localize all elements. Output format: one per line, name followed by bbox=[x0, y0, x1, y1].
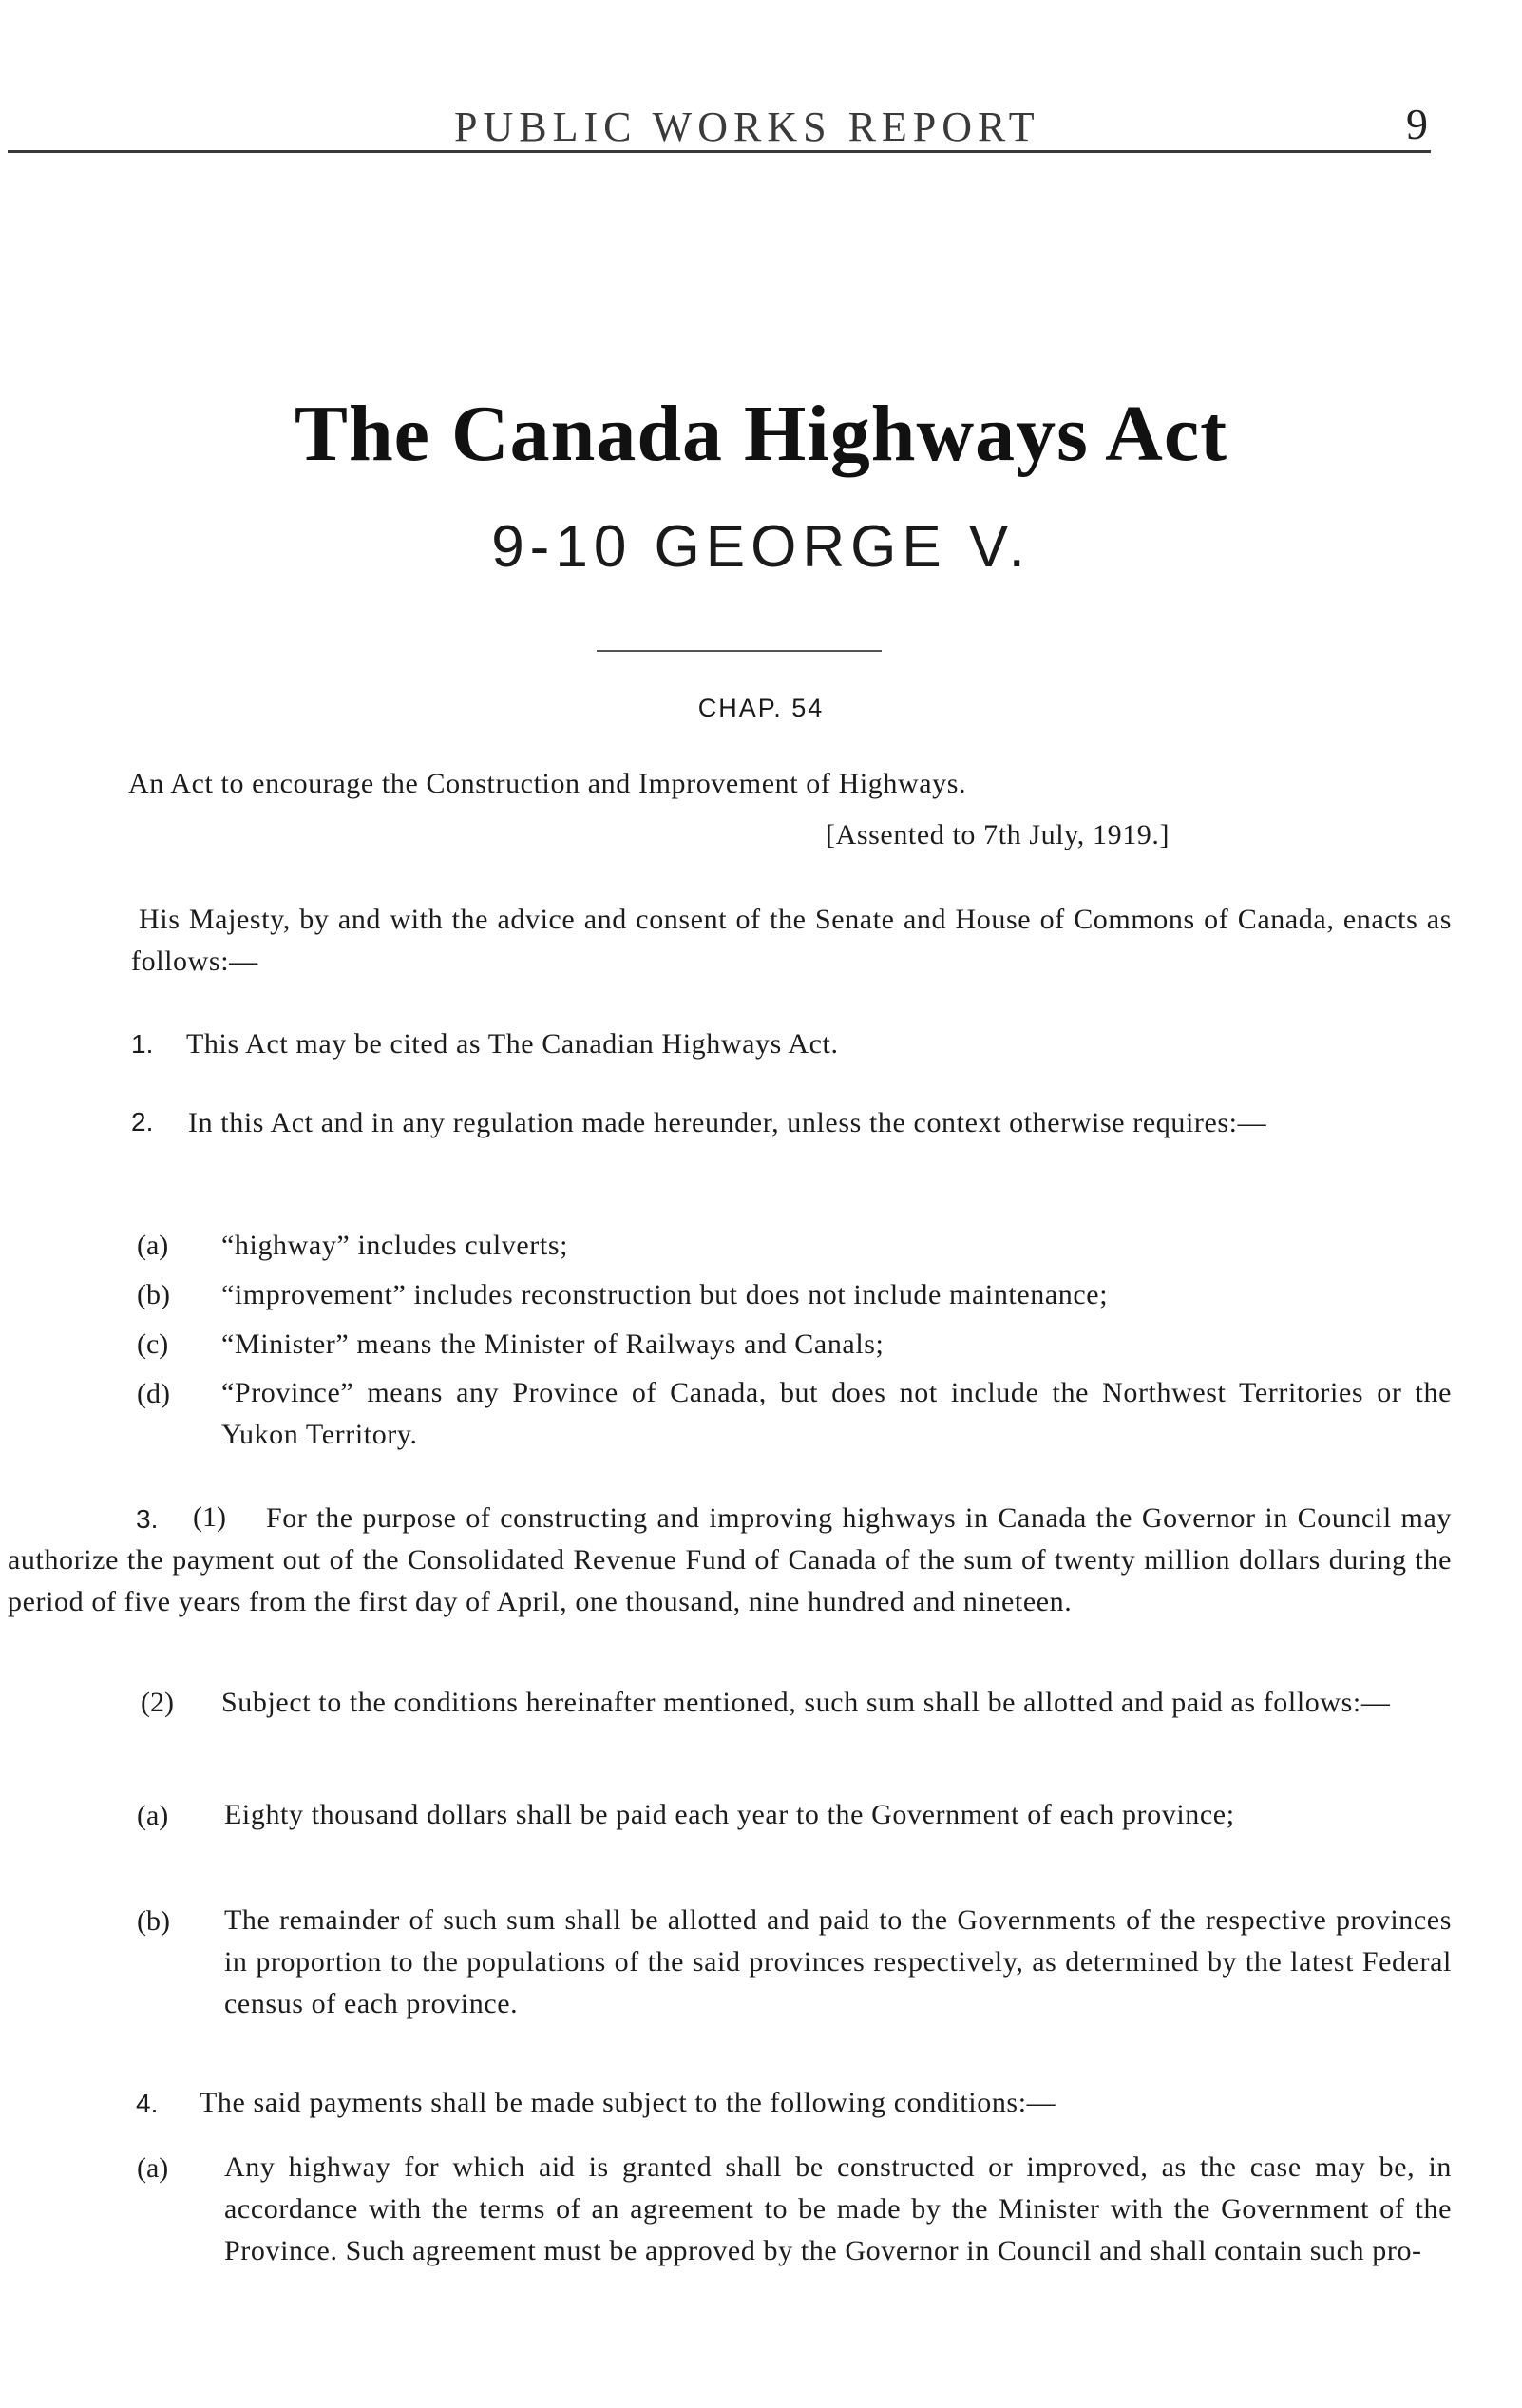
section-4-number: 4. bbox=[136, 2089, 159, 2118]
section-3-2-mark: (2) bbox=[141, 1687, 174, 1718]
def-a-text: “highway” includes culverts; bbox=[221, 1230, 569, 1261]
section-1-number: 1. bbox=[131, 1029, 154, 1059]
def-b-text: “improvement” includes reconstruction but does not include maintenance; bbox=[221, 1279, 1109, 1310]
item-4a-mark: (a) bbox=[137, 2152, 169, 2184]
section-2-number: 2. bbox=[131, 1107, 154, 1137]
section-1-text: This Act may be cited as The Canadian Highways Act. bbox=[186, 1028, 839, 1060]
page-number: 9 bbox=[1406, 100, 1428, 148]
section-3-2-text: Subject to the conditions hereinafter mentioned, such sum shall be allotted and paid as follows:— bbox=[221, 1687, 1391, 1718]
enacting-clause: His Majesty, by and with the advice and consent of the Senate and House of Commons of Canada, enacts as follows:— bbox=[131, 904, 1452, 977]
item-3b-mark: (b) bbox=[137, 1905, 170, 1937]
def-d-text: “Province” means any Province of Canada, but does not include the Northwest Territories or the Yukon Territory. bbox=[221, 1377, 1452, 1450]
regnal-year: 9-10 GEORGE V. bbox=[491, 514, 1031, 580]
act-title: The Canada Highways Act bbox=[294, 390, 1228, 478]
assent-date: [Assented to 7th July, 1919.] bbox=[826, 819, 1170, 850]
title-divider bbox=[597, 650, 882, 652]
def-a-mark: (a) bbox=[137, 1230, 169, 1261]
def-c-mark: (c) bbox=[137, 1328, 169, 1360]
def-d-mark: (d) bbox=[137, 1378, 170, 1409]
section-2-text: In this Act and in any regulation made hereunder, unless the context otherwise requires:— bbox=[188, 1107, 1267, 1138]
section-4-text: The said payments shall be made subject to the following conditions:— bbox=[200, 2087, 1056, 2118]
long-title: An Act to encourage the Construction and Improvement of Highways. bbox=[128, 768, 967, 799]
item-3a-mark: (a) bbox=[137, 1800, 169, 1831]
section-3-1-text: For the purpose of constructing and improving highways in Canada the Governor in Council may authorize the payment out of the Consolidated Revenue Fund of Canada of the sum of twenty million dollars during the period of five years from the first day of April, one thousand, nine hundred and nineteen. bbox=[8, 1502, 1452, 1617]
chapter-number: CHAP. 54 bbox=[697, 694, 825, 722]
item-4a-text: Any highway for which aid is granted shall be constructed or improved, as the case may be, in accordance with the terms of an agreement to be made by the Minister with the Government of the Province. Such agreement must be approved by the Governor in Council and shall contain such pro- bbox=[224, 2151, 1452, 2266]
def-b-mark: (b) bbox=[137, 1279, 170, 1310]
item-3b-text: The remainder of such sum shall be allotted and paid to the Governments of the respective provinces in proportion to the populations of the said provinces respectively, as determined by the latest Federal census of each province. bbox=[224, 1904, 1452, 2019]
running-title: PUBLIC WORKS REPORT bbox=[454, 104, 1040, 150]
header-rule bbox=[8, 150, 1431, 153]
section-3-number: 3. bbox=[136, 1504, 159, 1534]
section-3-1-mark: (1) bbox=[193, 1501, 226, 1533]
def-c-text: “Minister” means the Minister of Railways and Canals; bbox=[221, 1328, 885, 1360]
item-3a-text: Eighty thousand dollars shall be paid each year to the Government of each province; bbox=[224, 1799, 1235, 1830]
